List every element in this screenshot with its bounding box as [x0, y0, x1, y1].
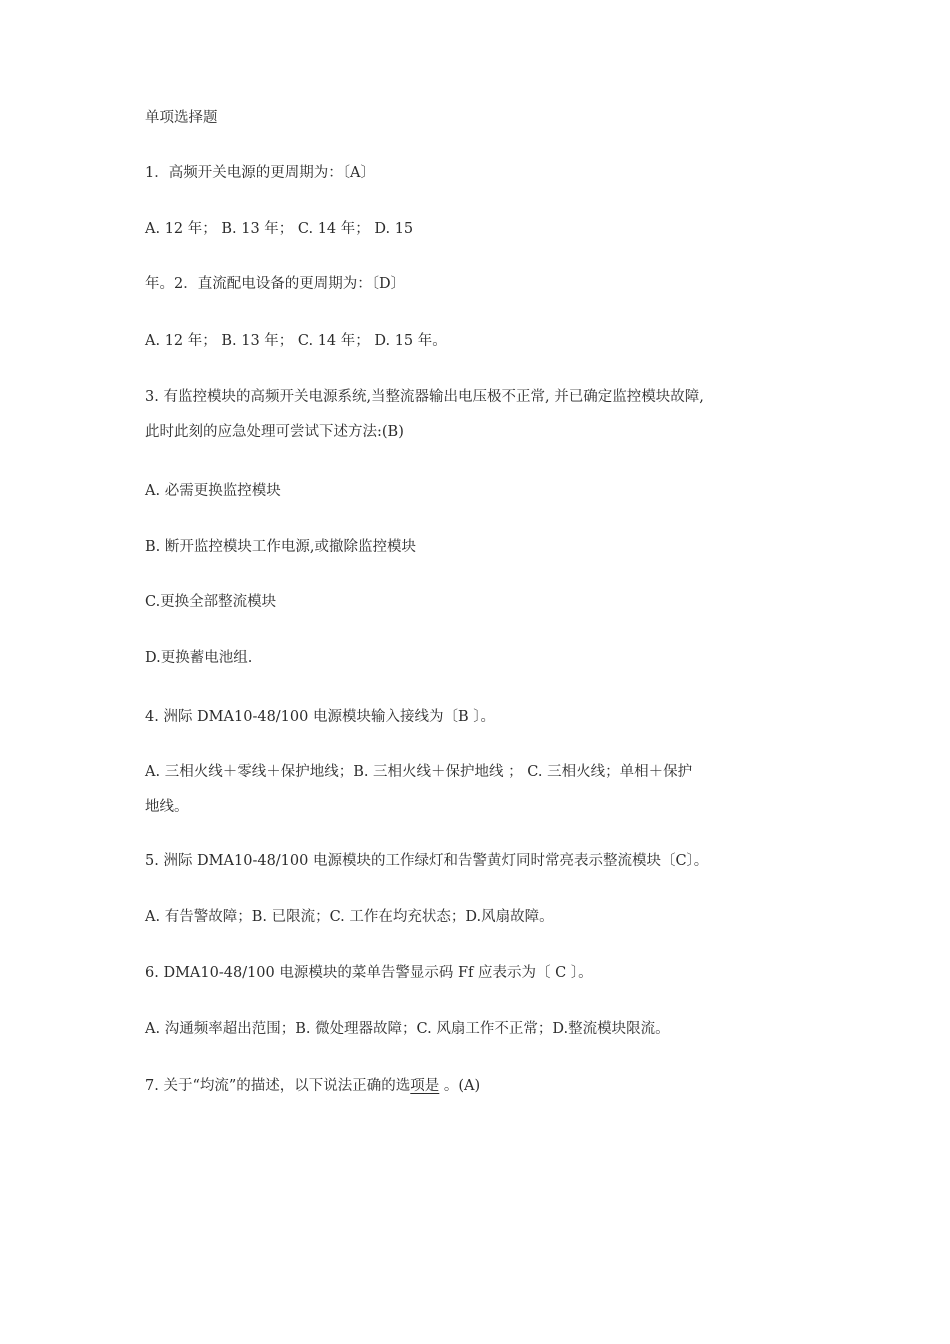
section-heading: 单项选择题 — [145, 110, 218, 126]
question-3-line-1: 3. 有监控模块的高频开关电源系统,当整流器输出电压极不正常, 并已确定监控模块故障, — [145, 389, 704, 405]
question-3-option-a: A. 必需更换监控模块 — [145, 483, 281, 499]
question-5: 5. 洲际 DMA10-48/100 电源模块的工作绿灯和告警黄灯同时常亮表示整流模块〔C〕。 — [145, 853, 709, 869]
question-2-options: A. 12 年； B. 13 年； C. 14 年； D. 15 年。 — [145, 333, 447, 349]
question-4-options-line-2: 地线。 — [145, 799, 189, 815]
question-3-line-2: 此时此刻的应急处理可尝试下述方法:(B) — [145, 424, 404, 440]
question-6: 6. DMA10-48/100 电源模块的菜单告警显示码 Ff 应表示为〔 C 〕。 — [145, 965, 593, 981]
question-7-underlined-text: 项是 — [410, 1078, 440, 1094]
question-2: 年。2．直流配电设备的更周期为：〔D〕 — [145, 276, 406, 292]
question-1: 1．高频开关电源的更周期为：〔A〕 — [145, 165, 375, 181]
question-7 — [145, 1076, 480, 1096]
question-4-options-line-1: A. 三相火线＋零线＋保护地线；B. 三相火线＋保护地线 ； C. 三相火线；单相＋保护 — [145, 764, 693, 780]
question-4: 4. 洲际 DMA10-48/100 电源模块输入接线为〔B 〕。 — [145, 709, 495, 725]
question-7-answer: 。(A) — [439, 1078, 481, 1094]
question-7-text: 7. 关于“均流”的描述，以下说法正确的选 — [145, 1078, 411, 1094]
question-3-option-c: C.更换全部整流模块 — [145, 594, 277, 610]
question-5-options: A. 有告警故障；B. 已限流；C. 工作在均充状态；D.风扇故障。 — [145, 909, 554, 925]
question-3-option-d: D.更换蓄电池组. — [145, 650, 253, 666]
question-6-options: A. 沟通频率超出范围；B. 微处理器故障；C. 风扇工作不正常；D.整流模块限流。 — [145, 1021, 670, 1037]
question-1-options: A. 12 年； B. 13 年； C. 14 年； D. 15 — [145, 221, 414, 237]
question-3-option-b: B. 断开监控模块工作电源,或撤除监控模块 — [145, 539, 416, 555]
